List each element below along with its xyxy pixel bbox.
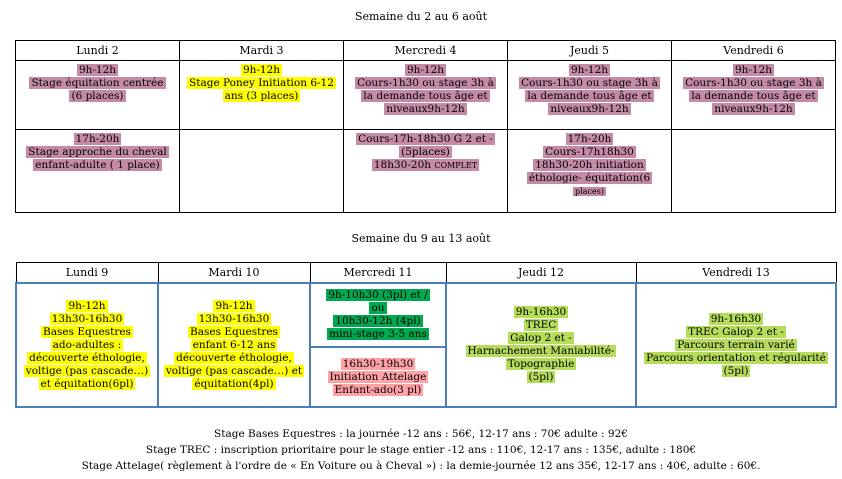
activity-line: Bases Equestres [43,325,131,338]
activity-line: (5pl) [723,364,749,377]
activity-line: niveaux9h-12h [550,103,629,115]
week1-morning-cell-mercredi [344,61,508,130]
week1-afternoon-cell-mercredi [344,130,508,213]
activity-line: voltige (pas cascade…) [25,364,149,377]
activity-line: enfant 6-12 ans [192,338,276,351]
activity-line: (5pl) [528,371,554,383]
week2-cell-mercredi-morning [310,283,446,347]
pricing-line-attelage: Stage Attelage( règlement à l'ordre de « En Voiture ou à Cheval ») : la demie-journée 12 ans 35€, 12-17 ans : 40€, adulte : 60€. [81,460,761,472]
week2-schedule-table [15,262,837,408]
activity-line: la demande tous âge et [691,90,816,102]
week1-schedule-table [15,40,836,213]
week2-cell-lundi [16,283,158,407]
activity-line: TREC [525,319,557,331]
activity-line: voltige (pas cascade…) et [165,364,303,377]
week2-day-header: Lundi 9 [16,263,158,284]
week1-day-header: Mardi 3 [180,41,344,61]
activity-line: Cours-1h30 ou stage 3h à [521,77,658,89]
activity-line: 9h-10h30 (3pl) et / [328,289,428,301]
week1-afternoon-cell-mardi [180,130,344,213]
week1-day-header: Lundi 2 [16,41,180,61]
activity-line: Cours-1h30 ou stage 3h à [685,77,822,89]
week2-header-row [16,263,836,284]
activity-line: Topographie [507,358,575,370]
activity-line: Bases Equestres [190,325,278,338]
activity-line: 10h30-12h (4pl) [335,315,421,327]
activity-line: la demande tous âge et [527,90,652,102]
week1-day-header: Jeudi 5 [508,41,672,61]
activity-line: 13h30-16h30 [198,312,270,325]
activity-line: (5places) [401,146,450,158]
activity-line: niveaux9h-12h [714,103,793,115]
activity-line: Galop 2 et - [510,332,572,344]
activity-line: Cours-17h18h30 [545,146,634,158]
week1-header-row [16,41,836,61]
activity-line: Cours-1h30 ou stage 3h à [357,77,494,89]
week2-day-header: Vendredi 13 [636,263,836,284]
activity-line: la demande tous âge et [363,90,488,102]
activity-line: Parcours orientation et régularité [646,351,826,364]
activity-line: 9h-16h30 [515,306,567,318]
activity-line: 17h-20h [567,133,612,145]
activity-line: Cours-17h-18h30 G 2 et - [358,133,493,145]
week2-row-top [16,283,836,347]
activity-line: 16h30-19h30 [342,357,414,370]
activity-line: niveaux9h-12h [386,103,465,115]
activity-line: ado-adultes : [52,338,122,351]
activity-line: mini-stage 3-5 ans [329,328,427,340]
week1-morning-cell-lundi [16,61,180,130]
complet-label: COMPLET [434,161,478,170]
activity-line: équitation(4pl) [194,377,274,390]
week1-afternoon-row [16,130,836,213]
activity-line: ou [371,302,385,314]
activity-line: Stage Poney Initiation 6-12 [189,77,334,89]
activity-line: Stage équitation centrée [31,77,164,89]
activity-line: (6 places) [71,90,124,102]
week2-day-header: Mardi 10 [158,263,310,284]
activity-line: 18h30-20h initiation [535,159,644,171]
activity-line: ans (3 places) [224,90,299,102]
activity-line: TREC Galop 2 et - [688,325,784,338]
activity-line: et équitation(6pl) [40,377,134,390]
activity-line: découverte éthologie, [176,351,292,364]
week1-afternoon-cell-lundi [16,130,180,213]
activity-line: 9h-12h [215,299,253,312]
activity-line: 13h30-16h30 [51,312,123,325]
activity-line: Parcours terrain varié [677,338,795,351]
activity-line: Stage approche du cheval [28,146,167,158]
week2-cell-mercredi-afternoon [310,347,446,407]
activity-line: éthologie- équitation(6 [528,172,651,184]
week2-title: Semaine du 9 au 13 août [351,232,491,245]
activity-line: 9h-12h [78,64,117,76]
activity-line: 17h-20h [75,133,120,145]
activity-line: places) [575,187,604,196]
week2-day-header: Jeudi 12 [446,263,636,284]
activity-line: 9h-12h [68,299,106,312]
week1-afternoon-cell-jeudi [508,130,672,213]
week1-morning-row [16,61,836,130]
pricing-line-bases-equestres: Stage Bases Equestres : la journée -12 ans : 56€, 12-17 ans : 70€ adulte : 92€ [214,428,628,440]
activity-line: 9h-12h [406,64,445,76]
activity-line: découverte éthologie, [29,351,145,364]
week1-day-header: Mercredi 4 [344,41,508,61]
week1-morning-cell-mardi [180,61,344,130]
week1-day-header: Vendredi 6 [672,41,836,61]
week1-title: Semaine du 2 au 6 août [354,10,488,23]
activity-line: Harnachement Maniabilité- [467,345,615,357]
activity-line [372,159,479,171]
week2-cell-jeudi [446,283,636,407]
week1-morning-cell-jeudi [508,61,672,130]
activity-line: 9h-12h [570,64,609,76]
activity-line: enfant-adulte ( 1 place) [35,159,160,171]
week1-afternoon-cell-vendredi [672,130,836,213]
week2-cell-vendredi [636,283,836,407]
activity-line: Enfant-ado(3 pl) [334,383,422,396]
week2-day-header: Mercredi 11 [310,263,446,284]
activity-line: 9h-12h [734,64,773,76]
activity-time: 18h30-20h [373,159,432,171]
week2-cell-mardi [158,283,310,407]
activity-line: 9h-12h [242,64,281,76]
week1-morning-cell-vendredi [672,61,836,130]
activity-line: 9h-16h30 [710,312,762,325]
pricing-line-trec: Stage TREC : inscription prioritaire pour le stage entier -12 ans : 110€, 12-17 ans : 135€, adulte : 180€ [145,444,697,456]
activity-line: Initiation Attelage [329,370,427,383]
